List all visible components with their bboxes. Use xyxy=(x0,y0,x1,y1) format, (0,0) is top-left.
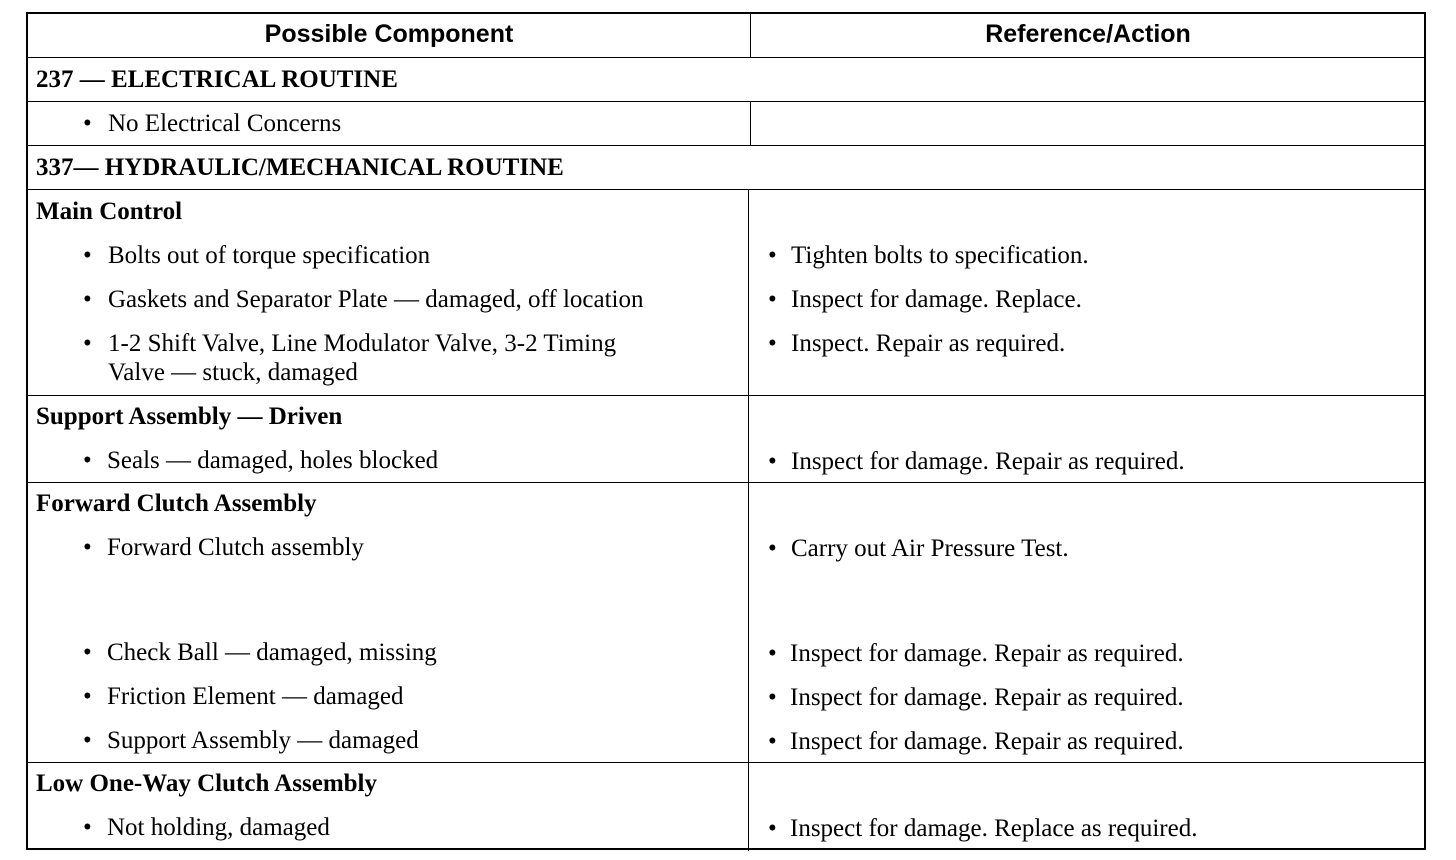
component-text: Friction Element — damaged xyxy=(107,683,404,710)
divider xyxy=(28,189,1424,190)
bullet: • xyxy=(83,242,92,269)
component-text: Check Ball — damaged, missing xyxy=(107,639,437,666)
action-text: Inspect for damage. Replace. xyxy=(791,286,1082,313)
group-title-main-control: Main Control xyxy=(36,198,183,225)
bullet: • xyxy=(83,330,92,357)
section-title-hydraulic: 337— HYDRAULIC/MECHANICAL ROUTINE xyxy=(36,154,564,181)
action-text: Inspect for damage. Replace as required. xyxy=(790,815,1198,842)
section-title-electrical: 237 — ELECTRICAL ROUTINE xyxy=(36,66,398,93)
bullet: • xyxy=(768,728,777,755)
group-title-forward-clutch: Forward Clutch Assembly xyxy=(36,490,317,517)
action-text: Carry out Air Pressure Test. xyxy=(791,535,1069,562)
component-text: Bolts out of torque specification xyxy=(108,242,431,269)
divider xyxy=(28,395,1424,396)
bullet: • xyxy=(768,815,777,842)
action-text: Inspect for damage. Repair as required. xyxy=(791,448,1185,475)
bullet: • xyxy=(768,684,777,711)
column-divider xyxy=(750,101,751,145)
column-divider xyxy=(748,189,749,851)
bullet: • xyxy=(83,110,92,137)
action-text: Inspect for damage. Repair as required. xyxy=(790,684,1184,711)
bullet: • xyxy=(768,330,777,357)
component-text: Forward Clutch assembly xyxy=(107,534,364,561)
header-possible-component: Possible Component xyxy=(264,20,514,48)
group-title-support-assembly: Support Assembly — Driven xyxy=(36,403,343,430)
divider xyxy=(28,762,1424,763)
bullet: • xyxy=(83,727,92,754)
bullet: • xyxy=(83,814,92,841)
bullet: • xyxy=(83,534,92,561)
bullet: • xyxy=(768,286,777,313)
action-text: Tighten bolts to specification. xyxy=(791,242,1089,269)
action-text: Inspect for damage. Repair as required. xyxy=(790,728,1184,755)
bullet: • xyxy=(83,447,92,474)
bullet: • xyxy=(83,639,92,666)
header-reference-action: Reference/Action xyxy=(985,20,1191,48)
action-text: Inspect for damage. Repair as required. xyxy=(790,640,1184,667)
troubleshooting-table xyxy=(26,12,1426,850)
divider xyxy=(28,482,1424,483)
bullet: • xyxy=(83,683,92,710)
divider xyxy=(28,101,1424,102)
component-text: Gaskets and Separator Plate — damaged, off location xyxy=(108,286,644,313)
bullet: • xyxy=(768,535,777,562)
component-text: Support Assembly — damaged xyxy=(107,727,419,754)
divider xyxy=(28,57,1424,58)
bullet: • xyxy=(83,286,92,313)
component-text: Seals — damaged, holes blocked xyxy=(107,447,439,474)
component-text: No Electrical Concerns xyxy=(108,110,342,137)
component-text-continued: Valve — stuck, damaged xyxy=(108,359,358,386)
action-text: Inspect. Repair as required. xyxy=(791,330,1066,357)
bullet: • xyxy=(768,640,777,667)
bullet: • xyxy=(768,242,777,269)
group-title-low-one-way: Low One-Way Clutch Assembly xyxy=(36,770,378,797)
component-text: Not holding, damaged xyxy=(107,814,330,841)
bullet: • xyxy=(768,448,777,475)
divider xyxy=(28,145,1424,146)
component-text: 1-2 Shift Valve, Line Modulator Valve, 3-2 Timing xyxy=(108,330,617,357)
